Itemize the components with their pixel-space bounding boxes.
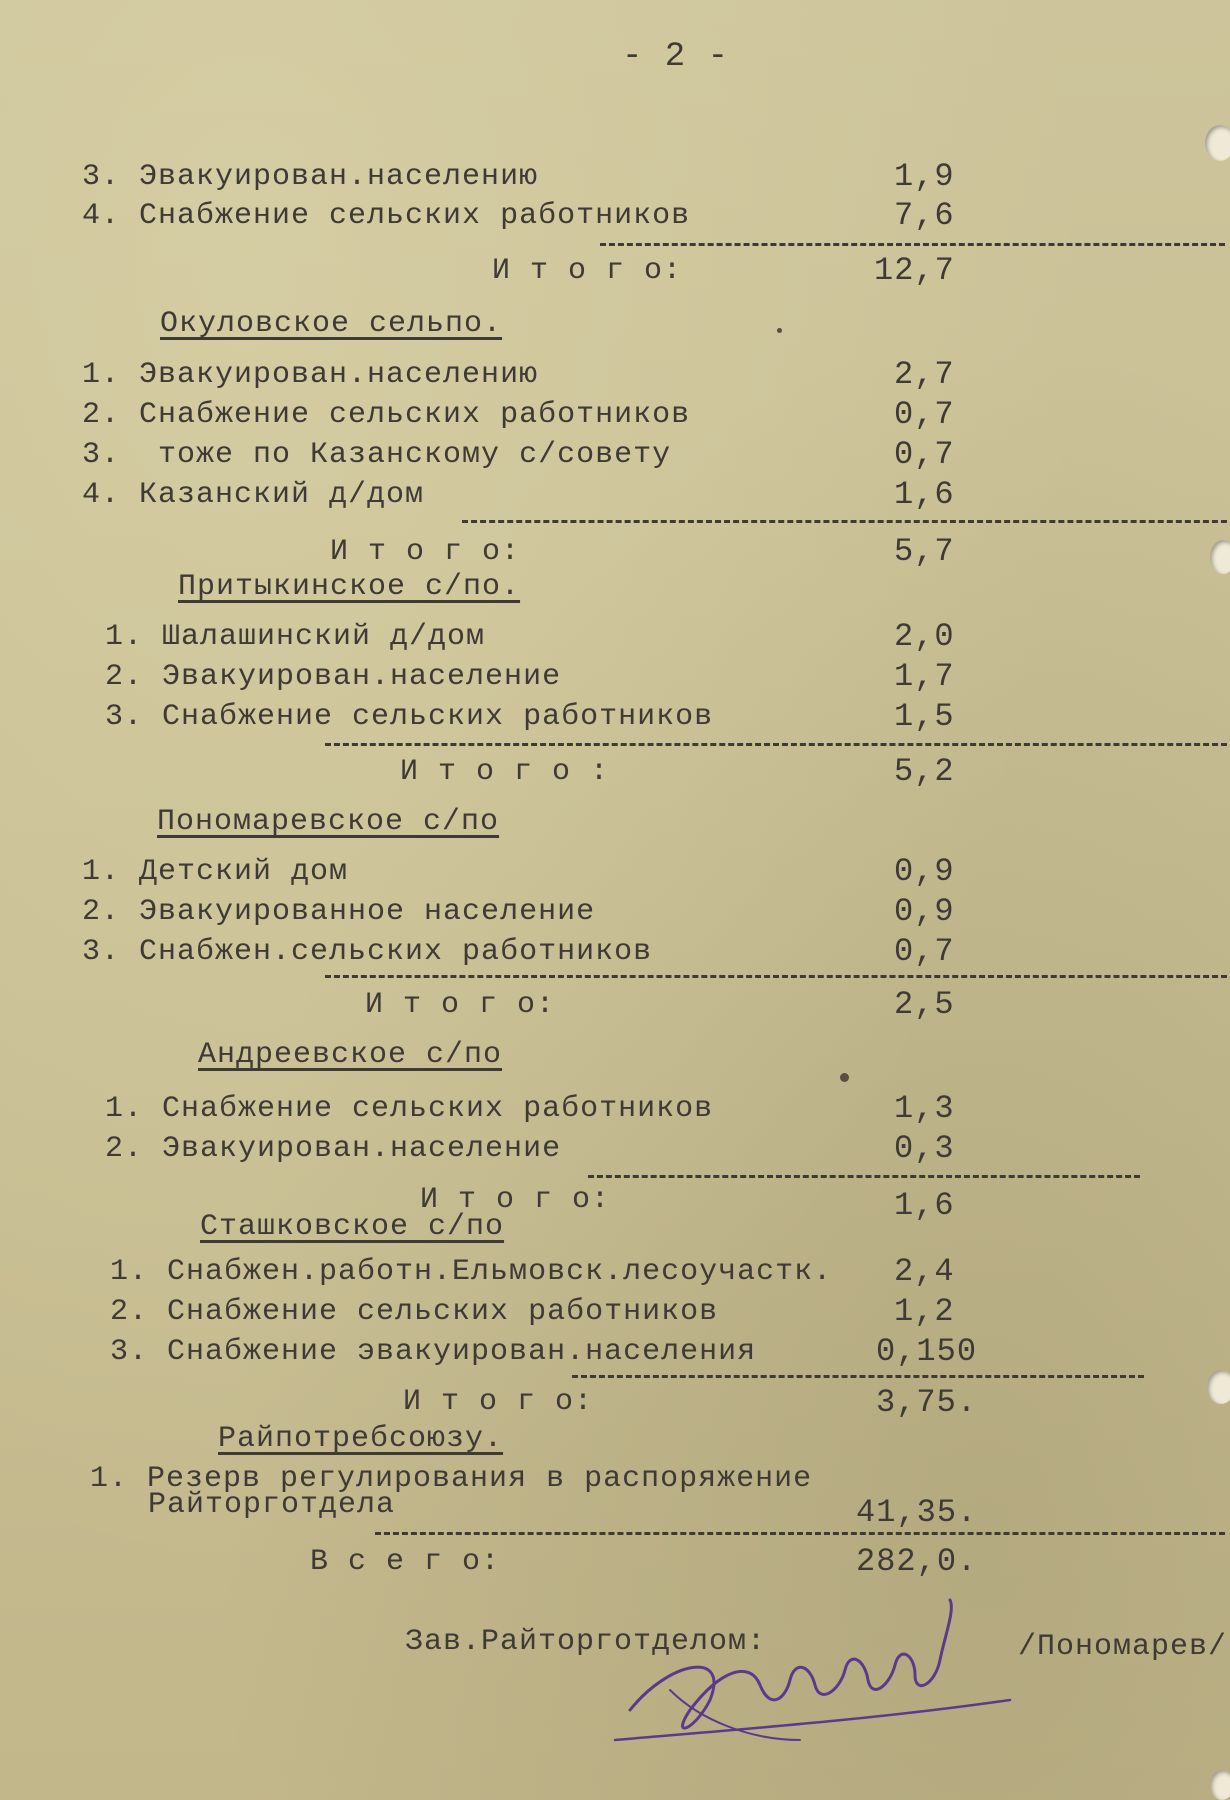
total-value: 5,2 bbox=[894, 753, 955, 790]
row-value: 2,0 bbox=[894, 618, 955, 655]
row-label: 3. Снабжен.сельских работников bbox=[82, 935, 653, 969]
grand-total-value: 282,0. bbox=[856, 1543, 978, 1580]
separator-line bbox=[572, 1375, 1144, 1378]
row-value: 0,7 bbox=[894, 933, 955, 970]
row-label: 3. тоже по Казанскому с/совету bbox=[82, 438, 672, 472]
row-value: 41,35. bbox=[856, 1494, 978, 1531]
row-value: 0,7 bbox=[894, 436, 955, 473]
ink-spot bbox=[777, 328, 782, 333]
row-label: 2. Эвакуирован.население bbox=[105, 1132, 562, 1166]
row-label: 1. Снабжение сельских работников bbox=[105, 1092, 714, 1126]
row-value: 1,5 bbox=[894, 698, 955, 735]
total-label: И т о г о : bbox=[400, 755, 610, 789]
section-title: Пономаревское с/по bbox=[157, 805, 500, 839]
signature bbox=[610, 1590, 1030, 1760]
row-value: 7,6 bbox=[894, 197, 955, 234]
row-label: 3. Снабжение эвакуирован.населения bbox=[110, 1335, 757, 1369]
section-title: Сташковское с/по bbox=[200, 1210, 505, 1244]
section-title: Райпотребсоюзу. bbox=[218, 1422, 504, 1456]
row-label: 4. Снабжение сельских работников bbox=[82, 199, 691, 233]
row-value: 2,4 bbox=[894, 1253, 955, 1290]
total-label: И т о г о: bbox=[330, 535, 521, 569]
total-label: И т о г о: bbox=[420, 1183, 611, 1217]
section-title: Андреевское с/по bbox=[198, 1038, 503, 1072]
row-value: 1,7 bbox=[894, 658, 955, 695]
separator-line bbox=[462, 520, 1227, 523]
section-title: Притыкинское с/по. bbox=[178, 570, 521, 604]
row-label: 1. Эвакуирован.населению bbox=[82, 358, 539, 392]
total-label: И т о г о: bbox=[492, 254, 683, 288]
row-label: 2. Эвакуированное население bbox=[82, 895, 596, 929]
punch-hole bbox=[1207, 1370, 1230, 1404]
separator-line bbox=[325, 743, 1227, 746]
row-value: 0,150 bbox=[876, 1333, 978, 1370]
page-number: - 2 - bbox=[622, 38, 730, 76]
ink-spot bbox=[840, 1073, 849, 1082]
total-value: 3,75. bbox=[876, 1384, 978, 1421]
total-label: И т о г о: bbox=[403, 1385, 594, 1419]
punch-hole bbox=[1210, 540, 1230, 574]
separator-line bbox=[325, 975, 1227, 978]
row-label: 2. Эвакуирован.население bbox=[105, 660, 562, 694]
total-value: 5,7 bbox=[894, 533, 955, 570]
row-value: 0,3 bbox=[894, 1130, 955, 1167]
row-label-continuation: Райторготдела bbox=[148, 1488, 396, 1522]
total-label: И т о г о: bbox=[365, 988, 556, 1022]
row-label: 1. Снабжен.работн.Ельмовск.лесоучастк. bbox=[110, 1255, 833, 1289]
grand-total-label: В с е г о: bbox=[310, 1545, 501, 1579]
separator-line bbox=[600, 243, 1225, 246]
separator-line bbox=[375, 1532, 1225, 1535]
row-value: 1,3 bbox=[894, 1090, 955, 1127]
row-value: 1,9 bbox=[894, 158, 955, 195]
row-label: 3. Эвакуирован.населению bbox=[82, 160, 539, 194]
punch-hole bbox=[1205, 125, 1230, 161]
row-value: 0,7 bbox=[894, 396, 955, 433]
total-value: 2,5 bbox=[894, 986, 955, 1023]
signer-name: /Пономарев/ bbox=[1018, 1630, 1228, 1664]
row-label: 1. Резерв регулирования в распоряжение bbox=[90, 1462, 813, 1496]
total-value: 1,6 bbox=[894, 1187, 955, 1224]
row-label: 2. Снабжение сельских работников bbox=[110, 1295, 719, 1329]
position-title: Зав.Райторготделом: bbox=[405, 1625, 767, 1659]
punch-hole bbox=[1210, 1770, 1230, 1800]
row-value: 1,2 bbox=[894, 1293, 955, 1330]
row-value: 2,7 bbox=[894, 356, 955, 393]
separator-line bbox=[588, 1175, 1140, 1178]
row-value: 0,9 bbox=[894, 893, 955, 930]
row-label: 4. Казанский д/дом bbox=[82, 478, 425, 512]
row-label: 3. Снабжение сельских работников bbox=[105, 700, 714, 734]
section-title: Окуловское сельпо. bbox=[160, 307, 503, 341]
row-label: 1. Детский дом bbox=[82, 855, 349, 889]
row-value: 1,6 bbox=[894, 476, 955, 513]
row-value: 0,9 bbox=[894, 853, 955, 890]
row-label: 2. Снабжение сельских работников bbox=[82, 398, 691, 432]
total-value: 12,7 bbox=[874, 252, 955, 289]
row-label: 1. Шалашинский д/дом bbox=[105, 620, 486, 654]
